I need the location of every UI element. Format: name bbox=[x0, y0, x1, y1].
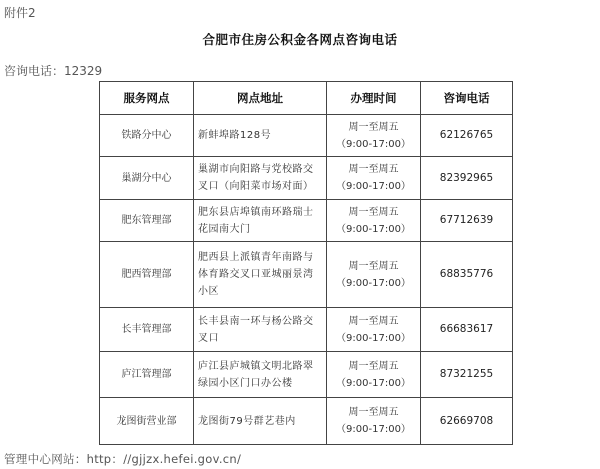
table-row bbox=[100, 242, 513, 308]
hotline-text: 咨询电话：12329 bbox=[4, 64, 103, 78]
table-row bbox=[100, 308, 513, 352]
table-row bbox=[100, 352, 513, 398]
table-row bbox=[100, 200, 513, 242]
service-days: 周一至周五 bbox=[348, 315, 399, 327]
service-point-address: 龙图街79号群艺巷内 bbox=[194, 398, 327, 445]
service-days: 周一至周五 bbox=[348, 164, 399, 175]
document-title: 合肥市住房公积金各网点咨询电话 bbox=[202, 32, 398, 47]
service-point-address: 庐江县庐城镇文明北路翠绿园小区门口办公楼 bbox=[194, 352, 327, 398]
header-address: 网点地址 bbox=[194, 82, 327, 115]
service-point-address: 肥西县上派镇青年南路与体育路交叉口亚城丽景湾小区 bbox=[194, 242, 327, 308]
service-point-name: 肥东管理部 bbox=[100, 200, 194, 242]
service-phone: 68835776 bbox=[421, 242, 513, 308]
service-point-table bbox=[99, 81, 513, 445]
header-phone: 咨询电话 bbox=[421, 82, 513, 115]
table-row bbox=[100, 398, 513, 445]
header-hours: 办理时间 bbox=[327, 82, 421, 115]
service-time: （9:00-17:00） bbox=[336, 181, 411, 192]
service-time: （9:00-17:00） bbox=[336, 223, 411, 235]
table-row bbox=[100, 157, 513, 200]
service-point-address: 长丰县南一环与杨公路交叉口 bbox=[194, 308, 327, 352]
service-point-address: 肥东县店埠镇南环路瑞士花园南大门 bbox=[194, 200, 327, 242]
service-time: （9:00-17:00） bbox=[336, 424, 411, 435]
service-time: （9:00-17:00） bbox=[336, 377, 411, 389]
service-hours bbox=[327, 308, 421, 352]
service-days: 周一至周五 bbox=[348, 260, 399, 272]
service-days: 周一至周五 bbox=[348, 360, 399, 372]
service-phone: 62669708 bbox=[421, 398, 513, 445]
service-hours bbox=[327, 115, 421, 157]
header-service-point: 服务网点 bbox=[100, 82, 194, 115]
service-hours bbox=[327, 157, 421, 200]
service-hours bbox=[327, 352, 421, 398]
service-phone: 82392965 bbox=[421, 157, 513, 200]
service-time: （9:00-17:00） bbox=[336, 332, 411, 344]
service-days: 周一至周五 bbox=[348, 206, 399, 218]
service-phone: 66683617 bbox=[421, 308, 513, 352]
service-phone: 87321255 bbox=[421, 352, 513, 398]
table-header-row bbox=[100, 82, 513, 115]
service-point-name: 庐江管理部 bbox=[100, 352, 194, 398]
website-footer: 管理中心网站：http：//gjjzx.hefei.gov.cn/ bbox=[4, 452, 242, 466]
service-hours bbox=[327, 200, 421, 242]
service-point-name: 肥西管理部 bbox=[100, 242, 194, 308]
service-point-name: 龙图街营业部 bbox=[100, 398, 194, 445]
service-hours bbox=[327, 398, 421, 445]
service-point-address: 巢湖市向阳路与党校路交叉口（向阳菜市场对面） bbox=[194, 157, 327, 200]
service-point-name: 铁路分中心 bbox=[100, 115, 194, 157]
service-point-name: 巢湖分中心 bbox=[100, 157, 194, 200]
service-point-name: 长丰管理部 bbox=[100, 308, 194, 352]
service-phone: 67712639 bbox=[421, 200, 513, 242]
table-row bbox=[100, 115, 513, 157]
service-time: （9:00-17:00） bbox=[336, 138, 411, 150]
service-point-address: 新蚌埠路128号 bbox=[194, 115, 327, 157]
service-days: 周一至周五 bbox=[348, 407, 399, 418]
service-days: 周一至周五 bbox=[348, 121, 399, 133]
attachment-label: 附件2 bbox=[4, 6, 36, 20]
service-phone: 62126765 bbox=[421, 115, 513, 157]
service-hours bbox=[327, 242, 421, 308]
service-time: （9:00-17:00） bbox=[336, 277, 411, 289]
